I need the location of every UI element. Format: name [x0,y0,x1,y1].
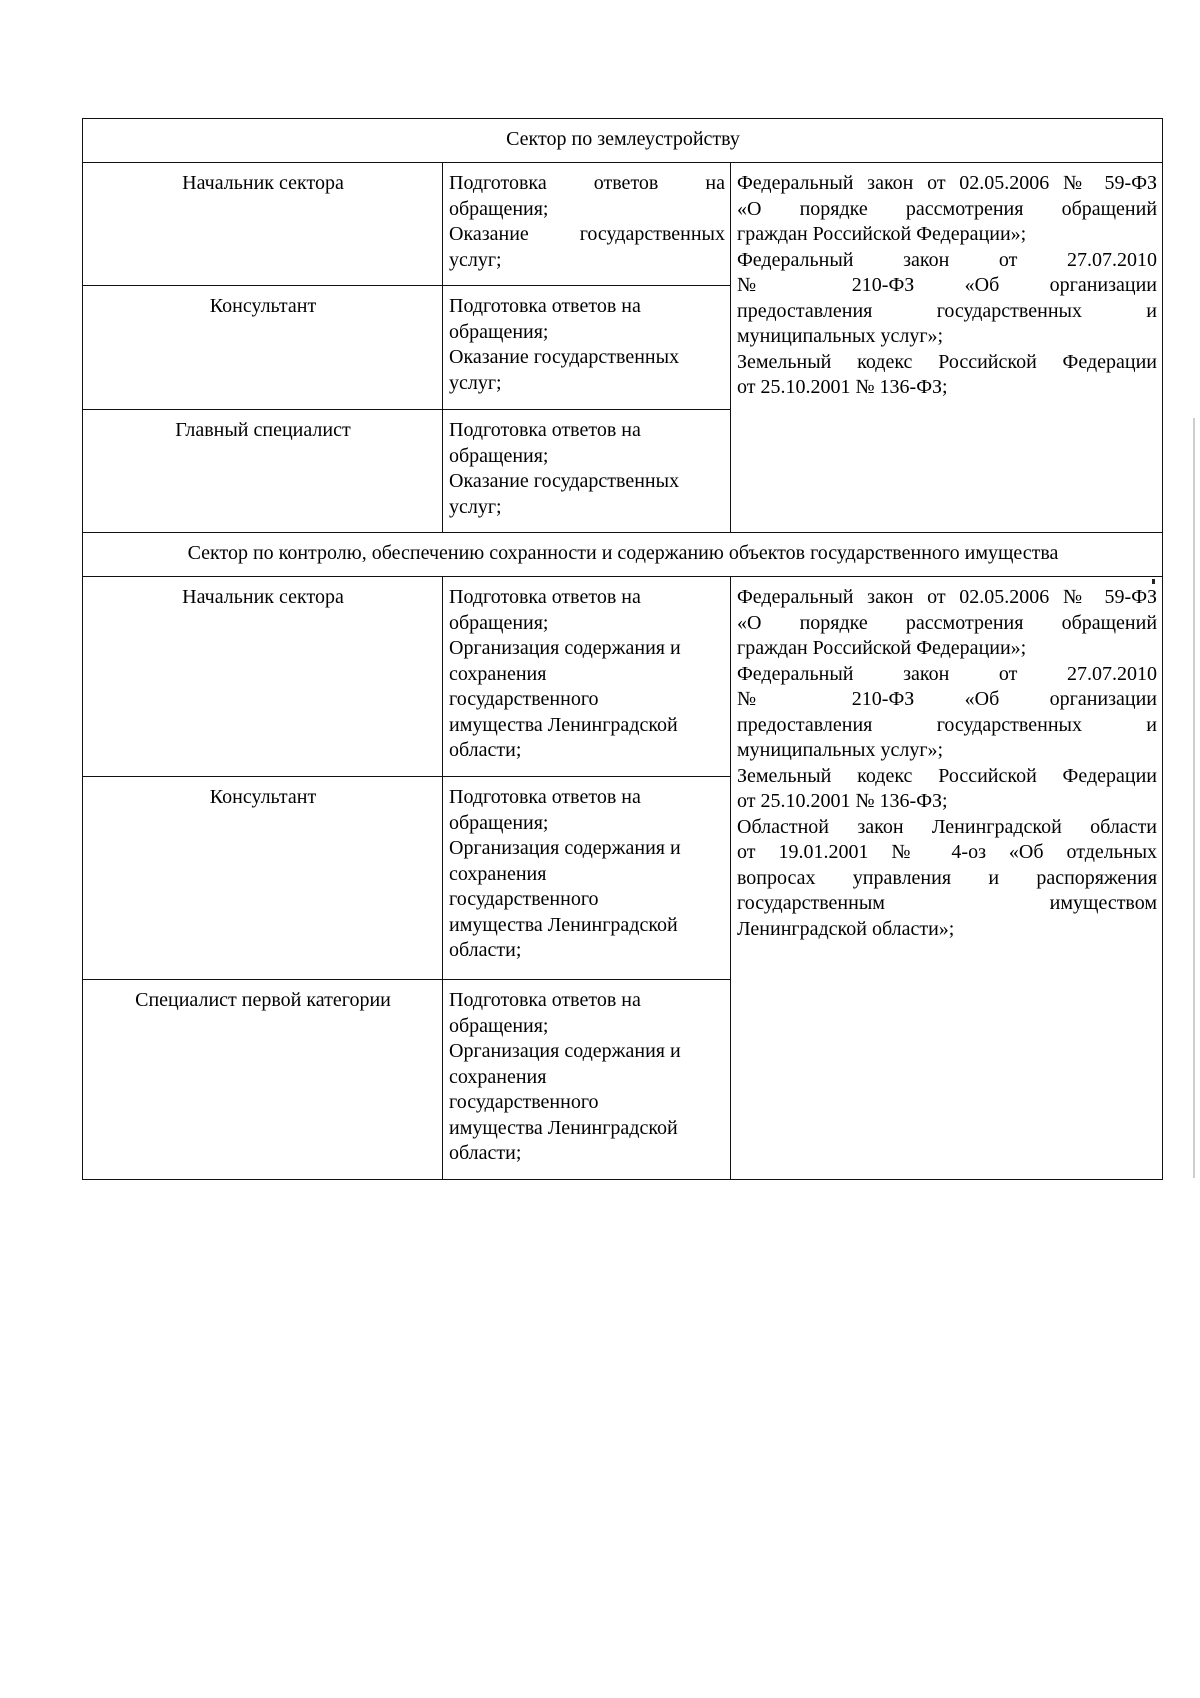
task-line: Подготовка ответов на [449,989,641,1011]
task-line: области; [449,1142,522,1164]
task-line: области; [449,939,522,961]
law-line: Земельный кодекс Российской Федерации [737,350,1158,373]
tasks-cell [443,410,731,533]
law-line: государственным имуществом [737,892,1158,914]
laws-cell [731,163,1163,533]
scan-speck [1152,579,1155,584]
law-line: граждан Российской Федерации»; [737,637,1027,659]
section-title: Сектор по контролю, обеспечению сохранности и содержанию объектов государственного имущества [83,533,1163,577]
law-line: от 25.10.2001 № 136-ФЗ; [737,790,948,812]
task-line: государственного [449,1091,599,1113]
table-row [83,163,1163,286]
law-line: предоставления государственных и [737,299,1158,322]
task-line: Подготовка ответов на [449,172,725,194]
task-line: области; [449,739,522,761]
law-line: предоставления государственных и [737,713,1158,736]
task-line: услуг; [449,248,502,271]
tasks-cell [443,163,731,286]
law-line: Областной закон Ленинградской области [737,815,1158,838]
task-line: имущества Ленинградской [449,1116,678,1139]
task-line: имущества Ленинградской [449,713,678,736]
task-line: имущества Ленинградской [449,913,678,936]
law-line: муниципальных услуг»; [737,325,944,347]
law-line: граждан Российской Федерации»; [737,223,1027,245]
task-line: государственного [449,688,599,710]
task-line: обращения; [449,1014,549,1037]
law-line: вопросах управления и распоряжения [737,866,1158,889]
task-line: сохранения [449,1065,547,1088]
tasks-cell [443,777,731,980]
laws-cell [731,577,1163,1180]
law-line: Федеральный закон от 27.07.2010 [737,662,1158,685]
task-line: услуг; [449,371,502,394]
position-cell: Начальник сектора [83,163,443,286]
task-line: сохранения [449,662,547,685]
law-line: от 19.01.2001 № 4-оз «Об отдельных [737,841,1158,863]
table-row [83,577,1163,777]
task-line: сохранения [449,862,547,885]
scan-edge-shadow [1193,418,1195,1178]
law-line: № 210-ФЗ «Об организации [737,688,1158,710]
duties-table [82,118,1163,1180]
law-line: № 210-ФЗ «Об организации [737,274,1158,296]
task-line: услуг; [449,495,502,518]
task-line: Оказание государственных [449,470,680,492]
task-line: обращения; [449,197,549,220]
task-line: Подготовка ответов на [449,586,641,608]
position-cell: Главный специалист [83,410,443,533]
tasks-cell [443,577,731,777]
section-title: Сектор по землеустройству [83,119,1163,163]
task-line: обращения; [449,811,549,834]
law-line: Федеральный закон от 27.07.2010 [737,248,1158,271]
position-cell: Начальник сектора [83,577,443,777]
law-line: Федеральный закон от 02.05.2006 № 59-ФЗ [737,586,1158,608]
task-line: обращения; [449,320,549,343]
law-line: Земельный кодекс Российской Федерации [737,764,1158,787]
position-cell: Специалист первой категории [83,980,443,1180]
position-cell: Консультант [83,286,443,410]
section-header-row [83,119,1163,163]
task-line: Оказание государственных [449,346,680,368]
tasks-cell [443,980,731,1180]
position-cell: Консультант [83,777,443,980]
task-line: Организация содержания и [449,837,681,859]
law-line: «О порядке рассмотрения обращений [737,197,1158,220]
section-header-row [83,533,1163,577]
task-line: Подготовка ответов на [449,295,641,317]
task-line: Организация содержания и [449,1040,681,1062]
law-line: «О порядке рассмотрения обращений [737,611,1158,634]
task-line: Организация содержания и [449,637,681,659]
law-line: Федеральный закон от 02.05.2006 № 59-ФЗ [737,172,1158,194]
law-line: Ленинградской области»; [737,917,955,940]
law-line: от 25.10.2001 № 136-ФЗ; [737,376,948,398]
task-line: обращения; [449,444,549,467]
task-line: обращения; [449,611,549,634]
task-line: Подготовка ответов на [449,786,641,808]
tasks-cell [443,286,731,410]
task-line: Оказание государственных [449,223,725,245]
law-line: муниципальных услуг»; [737,739,944,761]
task-line: Подготовка ответов на [449,419,641,441]
task-line: государственного [449,888,599,910]
